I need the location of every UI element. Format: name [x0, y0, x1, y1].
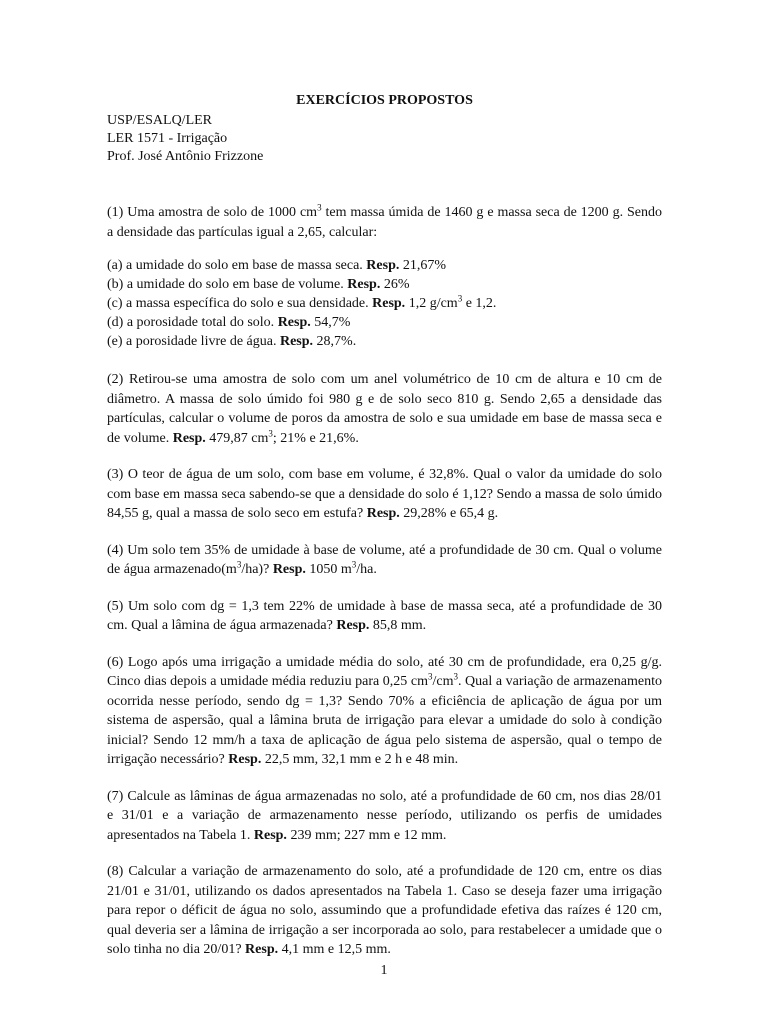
header-professor: Prof. José Antônio Frizzone — [107, 149, 264, 164]
question-1: (1) Uma amostra de solo de 1000 $cm^3$ tem massa úmida de 1460 g e massa seca de 1200 g. Sendo a densidade das partículas igual a 2,65, calcular: — [107, 202, 662, 240]
question-1-item-b: (b) a umidade do solo em base de volume. Resp. 26% — [107, 277, 410, 292]
question-1-item-c: (c) a massa específica do solo e sua densidade. Resp. 1,2 $g/cm^3$ e 1,2. — [107, 293, 497, 311]
question-3: (3) O teor de água de um solo, com base em volume, é 32,8%. Qual o valor da umidade do solo com base em massa seca sabendo-se que a densidade do solo é 1,12? Sendo a massa de solo úmido 84,55 g, qual a massa de solo seco em estufa? Resp. 29,28% e 65,4 g. — [107, 467, 662, 521]
question-1-items — [107, 256, 662, 351]
question-1-item-a: (a) a umidade do solo em base de massa seca. Resp. 21,67% — [107, 258, 447, 273]
question-6: (6) Logo após uma irrigação a umidade média do solo, até 30 cm de profundidade, era 0,25 g/g. Cinco dias depois a umidade média reduziu para 0,25 $cm^3/cm^3$. Qual a variação de armazenamento ocorrida nesse período, sendo dg = 1,3? Sendo 70% a eficiência de aplicação de água por um sistema de aspersão, qual a lâmina bruta de irrigação para elevar a umidade do solo à condição inicial? Sendo 12 mm/h a taxa de aplicação de água pelo sistema de aspersão, qual o tempo de irrigação necessário? Resp. 22,5 mm, 32,1 mm e 2 h e 48 min. — [107, 654, 662, 767]
question-1-item-d: (d) a porosidade total do solo. Resp. 54,7% — [107, 315, 351, 330]
question-5: (5) Um solo com dg = 1,3 tem 22% de umidade à base de massa seca, até a profundidade de 30 cm. Qual a lâmina de água armazenada? Resp. 85,8 mm. — [107, 598, 662, 633]
question-1-item-e: (e) a porosidade livre de água. Resp. 28,7%. — [107, 334, 357, 349]
question-2: (2) Retirou-se uma amostra de solo com um anel volumétrico de 10 cm de altura e 10 cm de diâmetro. A massa de solo úmido foi 980 g e de solo seco 810 g. Sendo 2,65 a densidade das partículas, calcular o volume de poros da amostra de solo e sua umidade em base de massa seca e de volume. Resp. 479,87 $cm^3$; 21% e 21,6%. — [107, 372, 662, 446]
document-page — [107, 92, 662, 977]
question-7: (7) Calcule as lâminas de água armazenadas no solo, até a profundidade de 60 cm, nos dias 28/01 e 31/01 e a variação de armazenamento nesse período, utilizando os perfis de umidades apresentados na Tabela 1. Resp. 239 mm; 227 mm e 12 mm. — [107, 788, 662, 843]
page-number: 1 — [380, 963, 388, 978]
page-title: EXERCÍCIOS PROPOSTOS — [296, 93, 473, 108]
question-8: (8) Calcular a variação de armazenamento do solo, até a profundidade de 120 cm, entre os dias 21/01 e 31/01, utilizando os dados apresentados na Tabela 1. Caso se deseja fazer uma irrigação para repor o déficit de água no solo, assumindo que a profundidade efetiva das raízes é 120 cm, qual deveria ser a lâmina de irrigação a ser incorporada ao solo, para restabelecer a umidade que o solo tinha no dia 20/01? Resp. 4,1 mm e 12,5 mm. — [107, 864, 662, 957]
header-course: LER 1571 - Irrigação — [107, 131, 228, 146]
header-institution: USP/ESALQ/LER — [107, 113, 213, 128]
question-4: (4) Um solo tem 35% de umidade à base de volume, até a profundidade de 30 cm. Qual o volume de água $armazenado(m^3/ha)$? Resp. 1050 $m^3/ha$. — [107, 542, 662, 577]
